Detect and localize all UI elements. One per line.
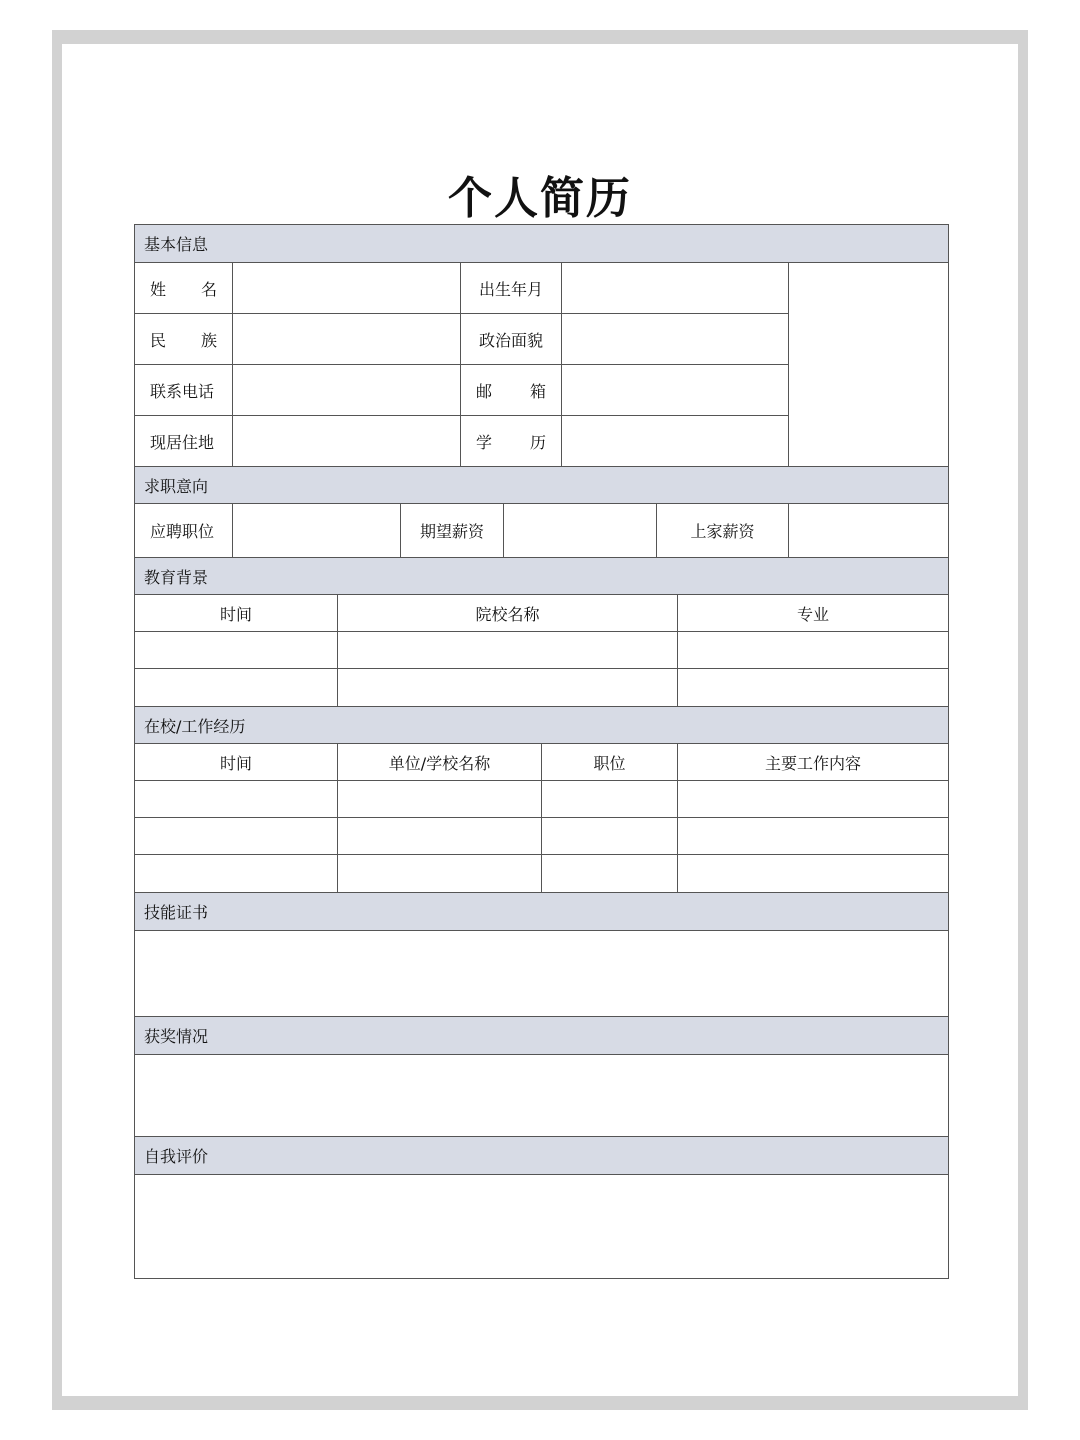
exp-duties-cell[interactable] <box>678 781 948 818</box>
degree-field[interactable] <box>562 416 789 467</box>
label-position: 应聘职位 <box>135 504 233 558</box>
edu-school-cell[interactable] <box>338 632 678 669</box>
edu-header-school: 院校名称 <box>338 595 678 632</box>
label-name: 姓 名 <box>135 263 233 314</box>
edu-time-cell[interactable] <box>135 632 338 669</box>
section-awards: 获奖情况 <box>135 1017 948 1055</box>
edu-time-cell[interactable] <box>135 669 338 707</box>
phone-field[interactable] <box>233 365 461 416</box>
exp-time-cell[interactable] <box>135 855 338 893</box>
label-expected-salary: 期望薪资 <box>401 504 504 558</box>
exp-role-cell[interactable] <box>542 781 678 818</box>
section-self-evaluation: 自我评价 <box>135 1137 948 1175</box>
label-political-status: 政治面貌 <box>461 314 562 365</box>
exp-role-cell[interactable] <box>542 818 678 855</box>
section-skills: 技能证书 <box>135 893 948 931</box>
label-birth: 出生年月 <box>461 263 562 314</box>
section-experience: 在校/工作经历 <box>135 707 948 744</box>
section-education: 教育背景 <box>135 558 948 595</box>
position-field[interactable] <box>233 504 401 558</box>
exp-time-cell[interactable] <box>135 781 338 818</box>
previous-salary-field[interactable] <box>789 504 948 558</box>
birth-field[interactable] <box>562 263 789 314</box>
label-address: 现居住地 <box>135 416 233 467</box>
exp-duties-cell[interactable] <box>678 855 948 893</box>
skills-field[interactable] <box>135 931 948 1017</box>
section-job-intent: 求职意向 <box>135 467 948 504</box>
page-title: 个人简历 <box>448 173 632 224</box>
exp-role-cell[interactable] <box>542 855 678 893</box>
edu-major-cell[interactable] <box>678 632 948 669</box>
exp-duties-cell[interactable] <box>678 818 948 855</box>
email-field[interactable] <box>562 365 789 416</box>
section-basic-info: 基本信息 <box>135 225 948 263</box>
edu-school-cell[interactable] <box>338 669 678 707</box>
address-field[interactable] <box>233 416 461 467</box>
exp-header-time: 时间 <box>135 744 338 781</box>
self-evaluation-field[interactable] <box>135 1175 948 1278</box>
exp-header-duties: 主要工作内容 <box>678 744 948 781</box>
photo-box[interactable] <box>789 263 948 467</box>
exp-header-org: 单位/学校名称 <box>338 744 542 781</box>
exp-time-cell[interactable] <box>135 818 338 855</box>
label-ethnicity: 民 族 <box>135 314 233 365</box>
edu-major-cell[interactable] <box>678 669 948 707</box>
resume-table <box>134 224 949 1279</box>
expected-salary-field[interactable] <box>504 504 657 558</box>
label-degree: 学 历 <box>461 416 562 467</box>
label-email: 邮 箱 <box>461 365 562 416</box>
ethnicity-field[interactable] <box>233 314 461 365</box>
edu-header-major: 专业 <box>678 595 948 632</box>
label-previous-salary: 上家薪资 <box>657 504 789 558</box>
exp-org-cell[interactable] <box>338 781 542 818</box>
exp-header-role: 职位 <box>542 744 678 781</box>
exp-org-cell[interactable] <box>338 855 542 893</box>
political-status-field[interactable] <box>562 314 789 365</box>
label-phone: 联系电话 <box>135 365 233 416</box>
awards-field[interactable] <box>135 1055 948 1137</box>
name-field[interactable] <box>233 263 461 314</box>
exp-org-cell[interactable] <box>338 818 542 855</box>
edu-header-time: 时间 <box>135 595 338 632</box>
